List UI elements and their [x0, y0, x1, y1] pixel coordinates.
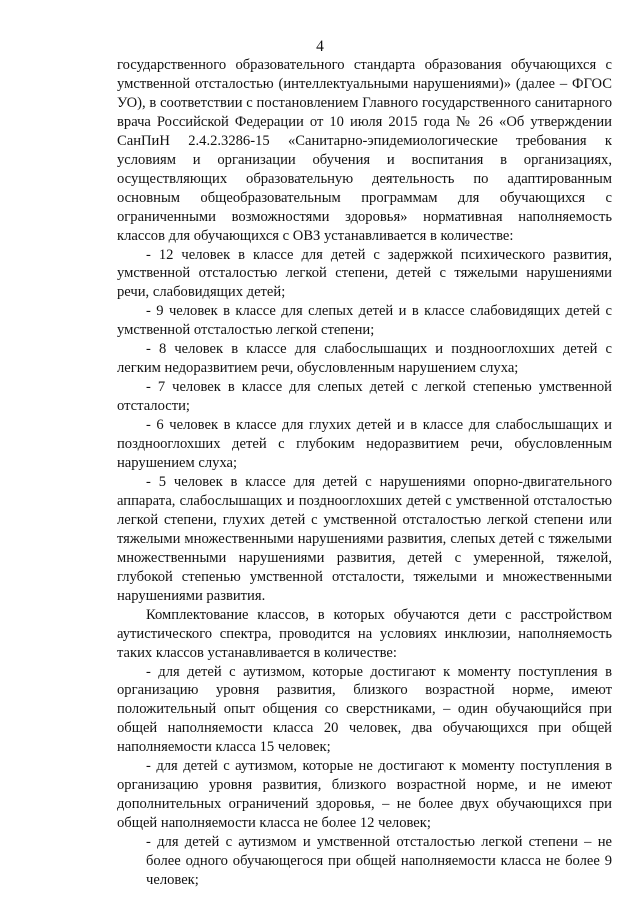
list-item: - для детей с аутизмом, которые достигают к моменту поступления в организацию уровня развития, близкого возрастной норме, имеют положительный опыт общения со сверстниками, – один обучающийся при общей наполняемости класса 20 человек, два обучающихся при общей наполняемости класса 15 человек; — [117, 663, 612, 756]
list-item: - 5 человек в классе для детей с нарушениями опорно-двигательного аппарата, слабослышащих и позднооглохших детей с умственной отсталостью легкой степени, глухих детей с умственной отсталостью легкой степени или тяжелыми множественными нарушениями развития, слепых детей с тяжелыми множественными нарушениями развития, детей с умеренной, тяжелой, глубокой степенью умственной отсталости, тяжелыми и множественными нарушениями развития. — [117, 473, 612, 604]
list-item: - для детей с аутизмом, которые не достигают к моменту поступления в организацию уровня развития, близкого возрастной норме, и не имеют дополнительных ограничений здоровья, – не более двух обучающихся при общей наполняемости класса не более 12 человек; — [117, 758, 612, 832]
page-number: 4 — [316, 38, 324, 55]
list-item: - 9 человек в классе для слепых детей и в классе слабовидящих детей с умственной отсталостью легкой степени; — [117, 303, 612, 339]
document-body — [117, 56, 612, 890]
list-item: - 12 человек в классе для детей с задержкой психического развития, умственной отсталостью легкой степени, детей с тяжелыми нарушениями речи, слабовидящих детей; — [117, 246, 612, 301]
list-item: - 6 человек в классе для глухих детей и в классе для слабослышащих и позднооглохших детей с глубоким недоразвитием речи, обусловленным нарушением слуха; — [117, 417, 612, 472]
paragraph-autism: Комплектование классов, в которых обучаются дети с расстройством аутистического спектра, проводится на условиях инклюзии, наполняемость таких классов устанавливается в количестве: — [117, 606, 612, 661]
list-item: - для детей с аутизмом и умственной отсталостью легкой степени – не более одного обучающегося при общей наполняемости класса не более 9 человек; — [146, 834, 612, 888]
paragraph-intro: государственного образовательного стандарта образования обучающихся с умственной отсталостью (интеллектуальными нарушениями)» (далее – ФГОС УО), в соответствии с постановлением Главного государственного санитарного врача Российской Федерации от 10 июля 2015 года № 26 «Об утверждении СанПиН 2.4.2.3286-15 «Санитарно-эпидемиологические требования к условиям и организации обучения и воспитания в организациях, осуществляющих образовательную деятельность по адаптированным основным общеобразовательным программам для обучающихся с ограниченными возможностями здоровья» нормативная наполняемость классов для обучающихся с ОВЗ устанавливается в количестве: — [117, 57, 612, 244]
list-item: - 7 человек в классе для слепых детей с легкой степенью умственной отсталости; — [117, 379, 612, 415]
list-item: - 8 человек в классе для слабослышащих и позднооглохших детей с легким недоразвитием речи, обусловленным нарушением слуха; — [117, 341, 612, 377]
